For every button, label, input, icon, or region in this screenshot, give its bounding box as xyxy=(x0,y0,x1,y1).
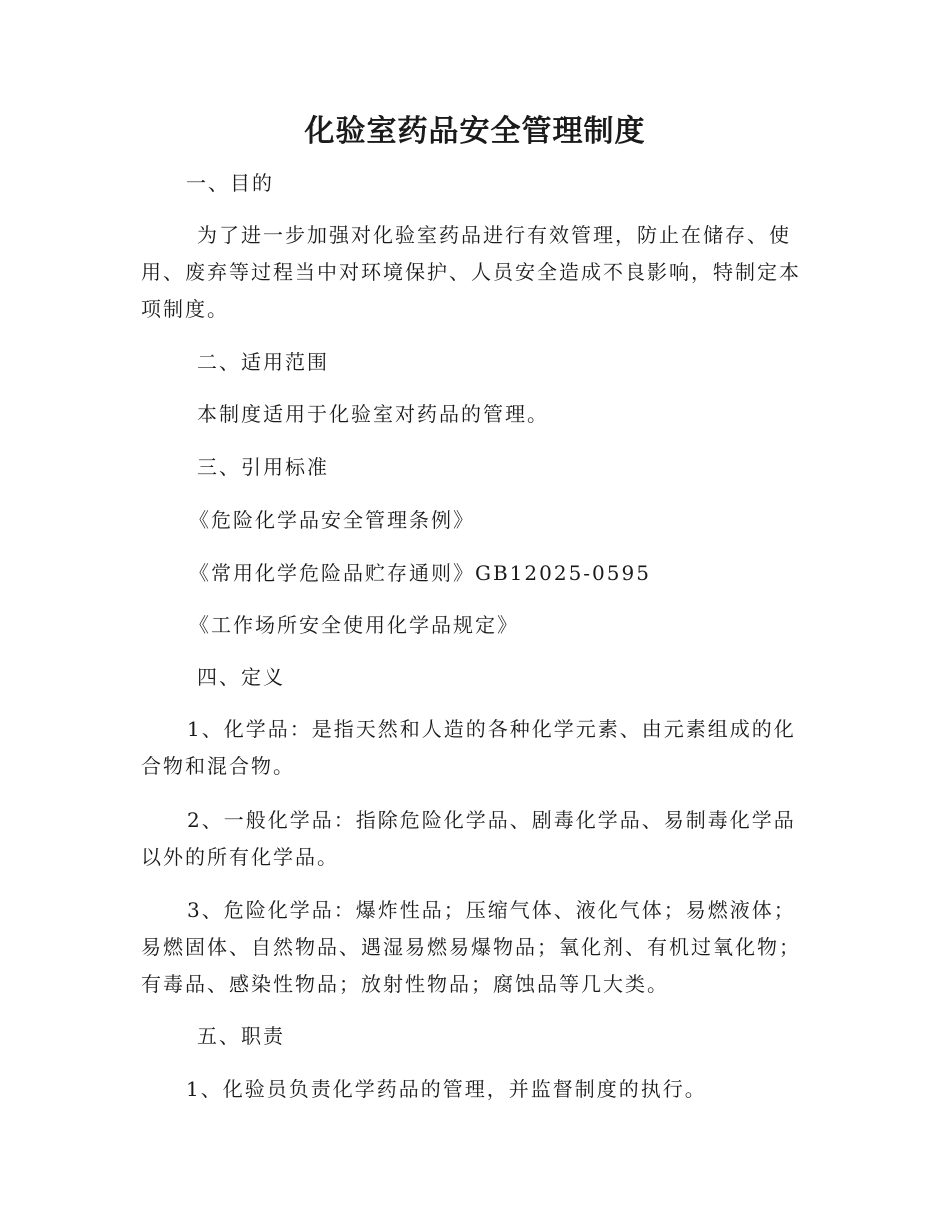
section-heading-references: 三、引用标准 xyxy=(197,455,329,479)
document-title: 化验室药品安全管理制度 xyxy=(304,114,646,149)
definition-item-3: 3、危险化学品：爆炸性品；压缩气体、液化气体；易燃液体；易燃固体、自然物品、遇湿易燃易爆物品；氧化剂、有机过氧化物；有毒品、感染性物品；放射性物品；腐蚀品等几大类。 xyxy=(141,898,801,996)
definition-item-2: 2、一般化学品：指除危险化学品、剧毒化学品、易制毒化学品以外的所有化学品。 xyxy=(141,808,796,869)
reference-item-2: 《常用化学危险品贮存通则》GB12025-0595 xyxy=(189,561,651,585)
section-heading-responsibilities: 五、职责 xyxy=(197,1024,285,1048)
reference-item-1: 《危险化学品安全管理条例》 xyxy=(189,508,475,532)
section-heading-definitions: 四、定义 xyxy=(197,665,285,689)
section-heading-purpose: 一、目的 xyxy=(186,171,274,195)
definition-item-1: 1、化学品：是指天然和人造的各种化学元素、由元素组成的化合物和混合物。 xyxy=(141,717,796,778)
paragraph-scope: 本制度适用于化验室对药品的管理。 xyxy=(197,402,549,426)
responsibility-item-1: 1、化验员负责化学药品的管理，并监督制度的执行。 xyxy=(186,1077,707,1101)
reference-item-3: 《工作场所安全使用化学品规定》 xyxy=(189,613,519,637)
paragraph-purpose: 为了进一步加强对化验室药品进行有效管理，防止在储存、使用、废弃等过程当中对环境保护、人员安全造成不良影响，特制定本项制度。 xyxy=(141,223,801,321)
section-heading-scope: 二、适用范围 xyxy=(197,350,329,374)
